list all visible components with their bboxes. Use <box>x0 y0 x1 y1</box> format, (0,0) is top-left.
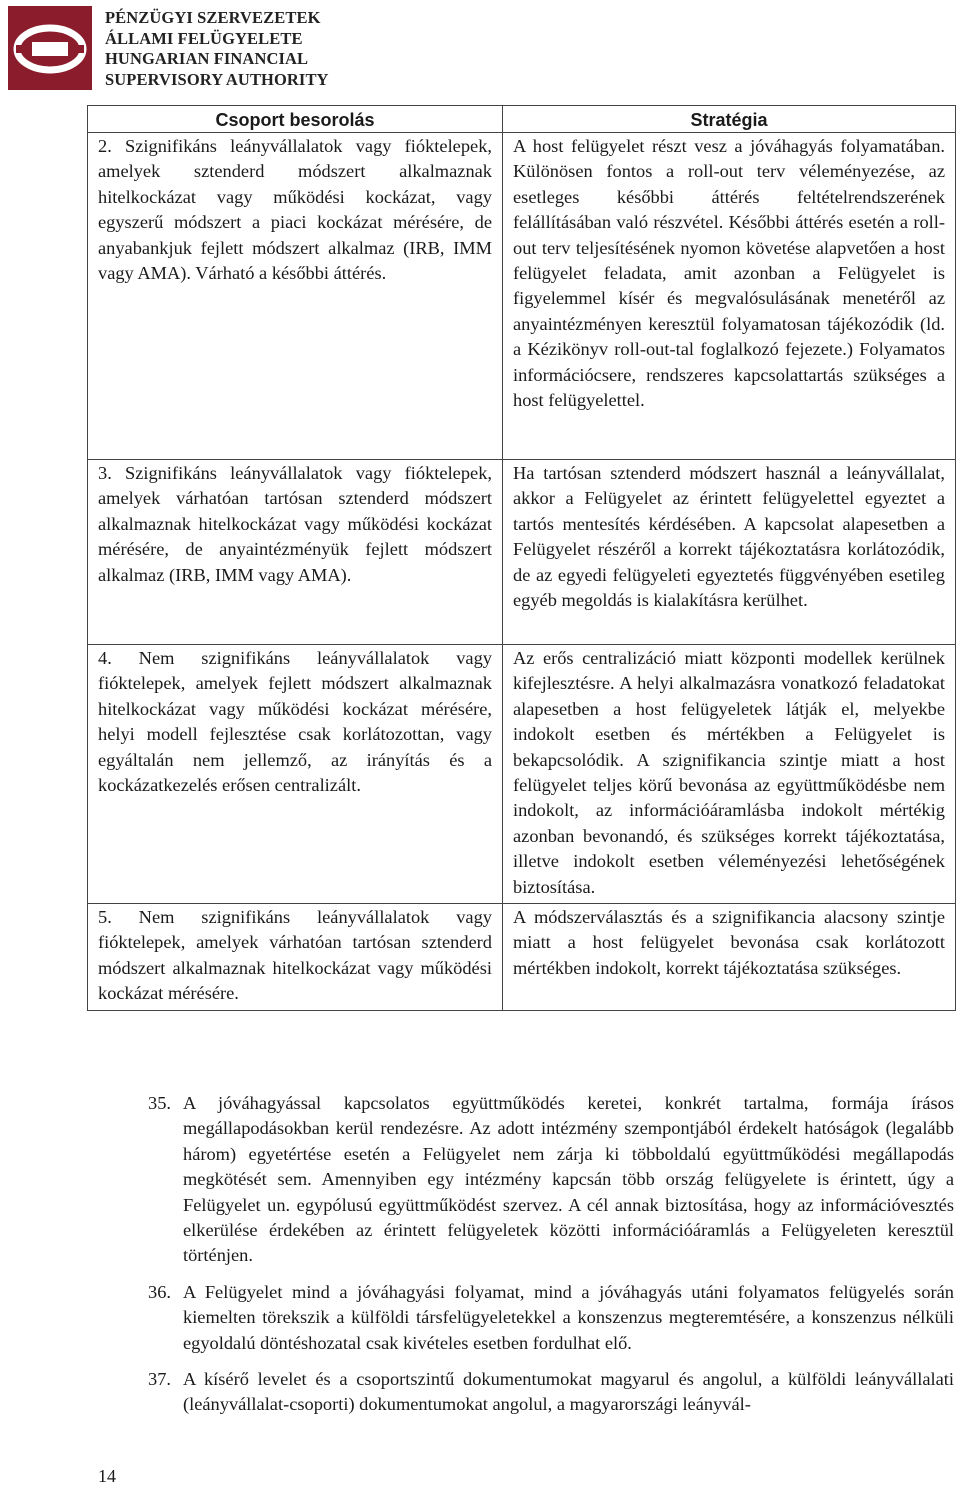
table-row <box>88 133 956 460</box>
table-row <box>88 904 956 1011</box>
table-header-row <box>88 106 956 133</box>
column-header-strategy: Stratégia <box>503 106 956 133</box>
strategy-cell: Ha tartósan sztenderd módszert használ a leányvállalat, akkor a Felügyelet az érintett felügyelettel egyeztet a tartós mentesítés kérdésében. A kapcsolat alapesetben a Felügyelet részéről a korrekt tájékoztatásra korlátozódik, de az egyedi felügyeleti egyeztetés függvényében esetileg egyéb megoldás is kialakításra kerülhet. <box>503 460 956 645</box>
org-line: SUPERVISORY AUTHORITY <box>105 69 329 89</box>
paragraph-text: A jóváhagyással kapcsolatos együttműködés keretei, konkrét tartalma, formája írásos megállapodásokban kerül rendezésre. Az adott intézmény szempontjából érdekelt hatóságok (legalább három) egyetértése esetén a Felügyelet nem zárja ki többoldalú együttműködési megállapodás megkötését sem. Amennyiben egy intézmény kapcsán több ország felügyelete is érintett, úgy a Felügyelet un. egypólusú együttműködést szervez. A cél annak biztosítása, hogy az információvesztés elkerülése érdekében az érintett felügyeletek közötti információáramlás a Felügyeleten keresztül történjen. <box>183 1093 954 1266</box>
group-strategy-table <box>87 105 956 1011</box>
group-cell: 5. Nem szignifikáns leányvállalatok vagy fióktelepek, amelyek várhatóan tartósan sztenderd módszert alkalmaznak hitelkockázat vagy működési kockázat mérésére. <box>88 904 503 1011</box>
strategy-cell: A host felügyelet részt vesz a jóváhagyás folyamatában. Különösen fontos a roll-out terv véleményezése, az esetleges későbbi áttérés feltételrendszerének felállításában való részvétel. Későbbi áttérés esetén a roll-out terv teljesítésének nyomon követése alapvetően a host felügyelet feladata, amit azonban a Felügyelet is figyelemmel kísér és megvalósulásának menetéről az anyaintézményen keresztül folyamatosan tájékozódik (ld. a Kézikönyv roll-out-tal foglalkozó fejezete.) Folyamatos információcsere, rendszeres kapcsolattartás szükséges a host felügyelettel. <box>503 133 956 460</box>
paragraph-text: A Felügyelet mind a jóváhagyási folyamat, mind a jóváhagyás utáni folyamatos felügyelés során kiemelten törekszik a külföldi társfelügyeletekkel a konszenzus megteremtésére, a konszenzus nélküli egyoldalú döntéshozatal csak kivételes esetben fordulhat elő. <box>183 1282 954 1353</box>
paragraph-35 <box>148 1091 954 1269</box>
table-row <box>88 645 956 904</box>
group-cell: 3. Szignifikáns leányvállalatok vagy fióktelepek, amelyek várhatóan tartósan sztenderd módszert alkalmaznak hitelkockázat vagy működési kockázat mérésére, de anyaintézményük fejlett módszert alkalmaz (IRB, IMM vagy AMA). <box>88 460 503 645</box>
strategy-cell: A módszerválasztás és a szignifikancia alacsony szintje miatt a host felügyelet bevonása csak korlátozott mértékben indokolt, korrekt tájékoztatása szükséges. <box>503 904 956 1011</box>
group-cell: 4. Nem szignifikáns leányvállalatok vagy fióktelepek, amelyek fejlett módszert alkalmaznak hitelkockázat vagy működési kockázat mérésére, helyi modell fejlesztése csak korlátozottan, vagy egyáltalán nem jellemző, az irányítás és a kockázatkezelés erősen centralizált. <box>88 645 503 904</box>
column-header-group: Csoport besorolás <box>88 106 503 133</box>
page-header <box>8 6 508 90</box>
org-line: HUNGARIAN FINANCIAL <box>105 49 309 68</box>
paragraph-37 <box>148 1367 954 1418</box>
paragraph-text: A kísérő levelet és a csoportszintű dokumentumokat magyarul és angolul, a külföldi leányvállalati (leányvállalat-csoporti) dokumentumokat angolul, a magyarországi leányvál- <box>183 1369 954 1415</box>
paragraph-36 <box>148 1280 954 1356</box>
table-row <box>88 460 956 645</box>
paragraph-number: 35. <box>148 1093 171 1113</box>
org-line: ÁLLAMI FELÜGYELETE <box>105 28 303 48</box>
page-number: 14 <box>98 1466 116 1486</box>
paragraph-number: 37. <box>148 1369 171 1389</box>
organization-name <box>105 8 329 90</box>
paragraph-number: 36. <box>148 1282 171 1302</box>
psaf-logo-icon <box>8 6 92 90</box>
strategy-cell: Az erős centralizáció miatt központi modellek kerülnek kifejlesztésre. A helyi alkalmazásra vonatkozó feladatokat alapesetben a host felügyeletek látják el, melyekbe indokolt esetben és mértékben a Felügyelet is bekapcsolódik. A szignifikancia szintje miatt a host felügyelet teljes körű bevonása az együttműködésbe nem indokolt, az információáramlásba indokolt mértékig azonban bevonandó, és szükséges korrekt tájékoztatása, illetve indokolt esetben véleményezési lehetőségének biztosítása. <box>503 645 956 904</box>
group-cell: 2. Szignifikáns leányvállalatok vagy fióktelepek, amelyek sztenderd módszert alkalmaznak hitelkockázat vagy működési kockázat, vagy egyszerű módszert a piaci kockázat mérésére, de anyabankjuk fejlett módszert alkalmaz (IRB, IMM vagy AMA). Várható a későbbi áttérés. <box>88 133 503 460</box>
org-line: PÉNZÜGYI SZERVEZETEK <box>105 8 321 27</box>
